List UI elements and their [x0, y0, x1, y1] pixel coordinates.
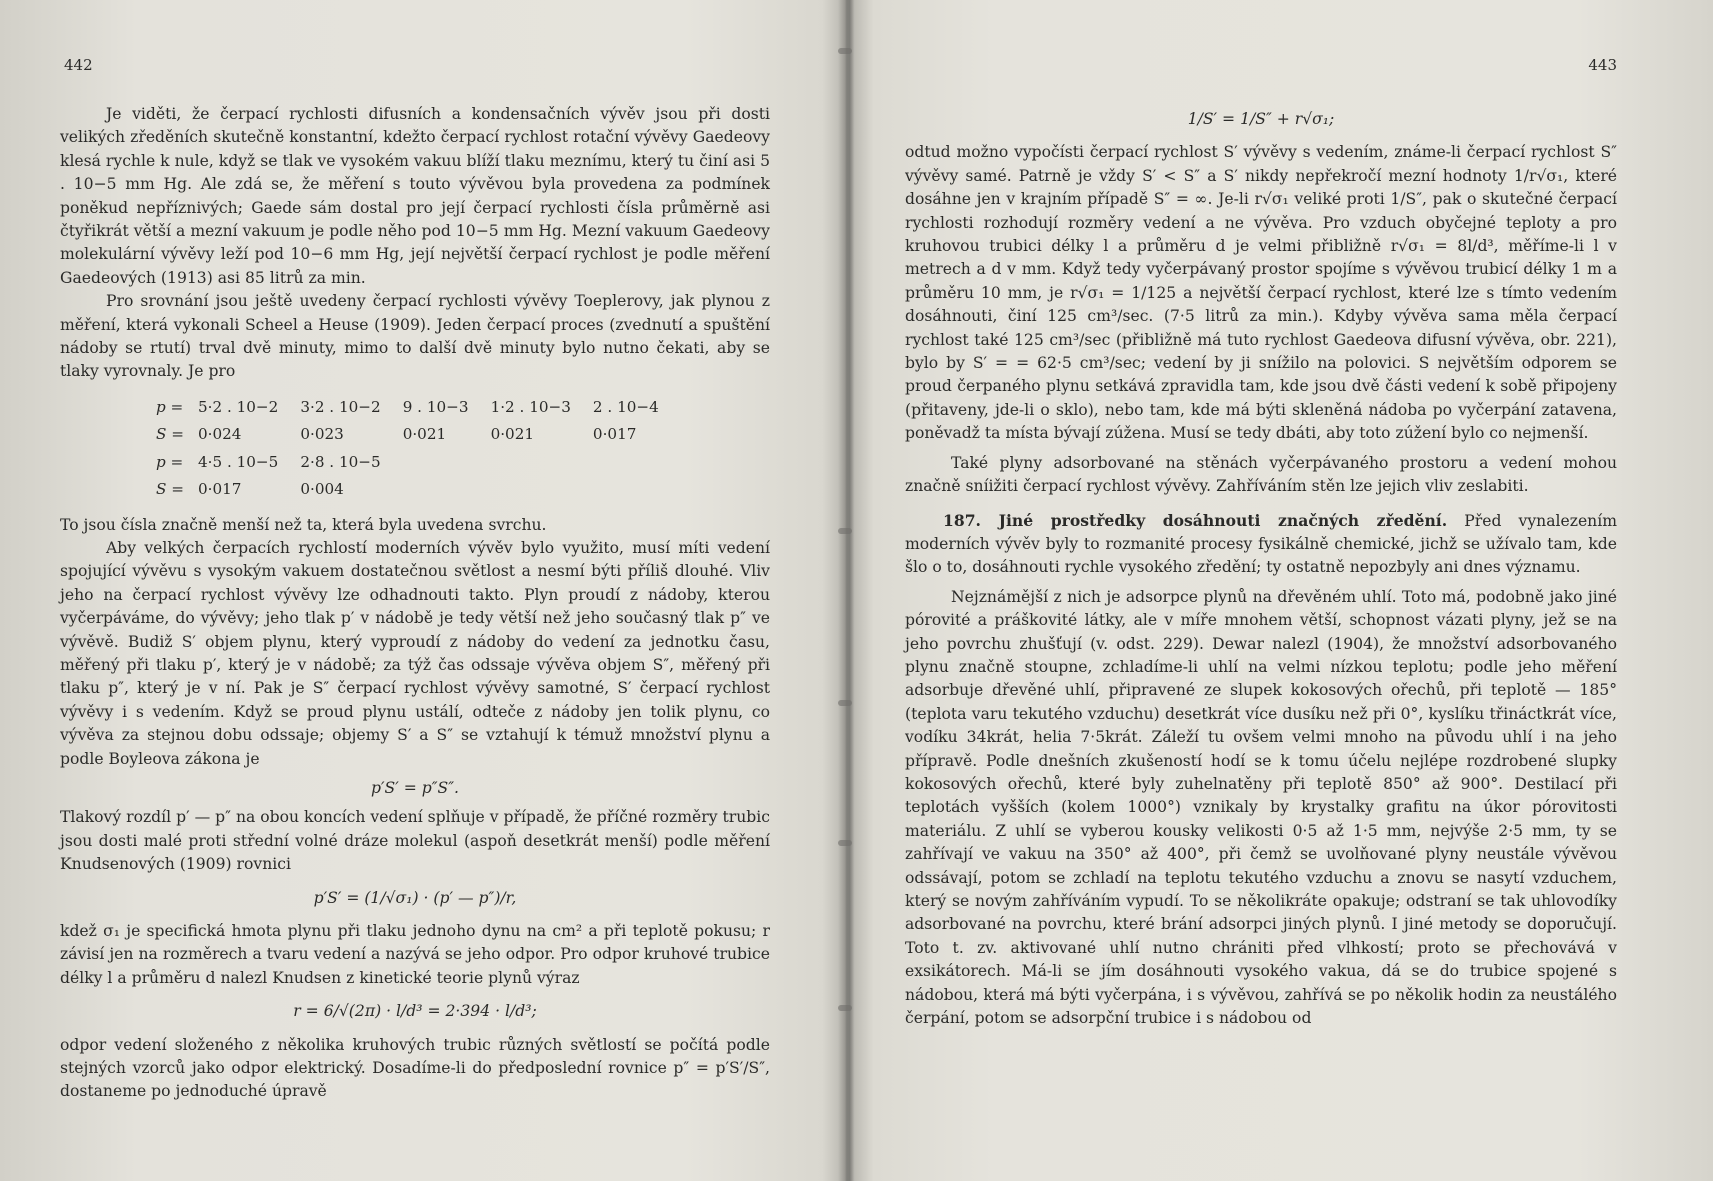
- paragraph: Také plyny adsorbované na stěnách vyčerpávaného prostoru a vedení mohou značně sníižiti čerpací rychlost vývěvy. Zahříváním stěn lze jejich vliv zeslabiti.: [905, 453, 1617, 496]
- binding-mark: [838, 700, 852, 706]
- left-page: [60, 0, 770, 1181]
- right-page-body: [905, 98, 1617, 1030]
- binding-mark: [838, 48, 852, 54]
- equation: 1/S′ = 1/S″ + r√σ₁;: [1187, 110, 1335, 128]
- table-row: p = 4·5 . 10−5 2·8 . 10−5: [156, 452, 381, 471]
- equation: r = 6/√(2π) · l/d³ = 2·394 · l/d³;: [293, 1002, 537, 1021]
- paragraph: Tlakový rozdíl p′ — p″ na obou koncích vedení splňuje v případě, že příčné rozměry trubic jsou dosti malé proti střední volné dráze molekul (aspoň desetkrát menší) podle měření Knudsenových (1909) rovnici: [60, 808, 770, 874]
- paragraph: Nejznámější z nich je adsorpce plynů na dřevěném uhlí. Toto má, podobně jako jiné pórovité a práškovité látky, ale v míře mnohem větší, schopnost vázati plyny, jež se na jeho povrchu zhušťují (v. odst. 229). Dewar nalezl (1904), že množství adsorbovaného plynu značně stoupne, zchladíme-li uhlí na velmi nízkou teplotu; podle jeho měření adsorbuje dřevěné uhlí, připravené ze slupek kokosových ořechů, při teplotě — 185° (teplota varu tekutého vzduchu) desetkrát více dusíku než při 0°, kyslíku třináctkrát více, vodíku 34krát, helia 7·5krát. Záleží tu ovšem velmi mnoho na původu uhlí i na jeho přípravě. Podle dnešních zkušeností hodí se k tomu účelu nejlépe rozdrobené slupky kokosových ořechů, které byly zuhelnatěny při teplotě 850° až 900°. Destilací při teplotách vyšších (kolem 1000°) vznikaly by krystalky grafitu na úkor pórovitosti materiálu. Z uhlí se vyberou kousky velikosti 0·5 až 1·5 mm, nejvýše 2·5 mm, ty se zahřívají ve vakuu na 350° až 400°, při čemž se uvolňované plyny neustále vývěvou odssávají, potom se zchladí na teplotu tekutého vzduchu a znovu se nasytí vzduchem, který se novým zahříváním vypudí. To se několikráte opakuje; odstraní se tak uhlovodíky adsorbované na povrchu, které brání adsorpci jiných plynů. I jiné metody se doporučují. Toto t. zv. aktivované uhlí nutno chrániti před vlhkostí; proto se přechovává v exsikátorech. Má-li se jím dosáhnouti vysokého vakua, dá se do trubice spojené s nádobou, která má býti vyčerpána, i s vývěvou, zahřívá se po několik hodin za neustálého čerpání, potom se adsorpční trubice i s nádobou od: [905, 587, 1617, 1028]
- pressure-speed-table: [156, 394, 681, 504]
- section-text: Před vynalezením moderních vývěv byly to rozmanité procesy fysikálně chemické, jichž se užívalo tam, kde šlo o to, dosáhnouti rychle vysokého zředění; ty ostatně nepozbyly ani dnes významu.: [905, 511, 1617, 577]
- book-gutter: [838, 0, 854, 1181]
- paragraph: To jsou čísla značně menší než ta, která byla uvedena svrchu.: [60, 515, 547, 534]
- table-row: S = 0·024 0·023 0·021 0·021 0·017: [156, 425, 637, 444]
- paragraph: odtud možno vypočísti čerpací rychlost S′ vývěvy s vedením, známe-li čerpací rychlost S″ vývěvy samé. Patrně je vždy S′ < S″ a S′ nikdy nepřekročí mezní hodnoty 1/r√σ₁, které dosáhne jen v krajním případě S″ = ∞. Je-li r√σ₁ veliké proti 1/S″, pak o skutečné čerpací rychlosti rozhodují rozměry vedení a ne vývěva. Pro vzduch obyčejné teploty a pro kruhovou trubici délky l a průměru d je velmi přibližně r√σ₁ = 8l/d³, měříme-li l v metrech a d v mm. Když tedy vyčerpávaný prostor spojíme s vývěvou trubicí délky 1 m a průměru 10 mm, je r√σ₁ = 1/125 a největší čerpací rychlost, které lze s tímto vedením dosáhnouti, činí 125 cm³/sec. (7·5 litrů za min.). Kdyby vývěva sama měla čerpací rychlost také 125 cm³/sec (přibližně má tuto rychlost Gaedeova difusní vývěva, obr. 221), bylo by S′ = = 62·5 cm³/sec; vedení by ji snížilo na polovici. S největším odporem se proud čerpaného plynu setkává zpravidla tam, kde jsou dvě části vedení k sobě připojeny (přitaveny, jde-li o sklo), nebo tam, kde má býti skleněná nádoba po vyčerpání zatavena, poněvadž ta místa bývají zúžena. Musí se tedy dbáti, aby toto zúžení bylo co nejmenší.: [905, 143, 1617, 443]
- binding-mark: [838, 528, 852, 534]
- binding-mark: [838, 1005, 852, 1011]
- table-row: p = 5·2 . 10−2 3·2 . 10−2 9 . 10−3 1·2 . 10−3 2 . 10−4: [156, 397, 659, 416]
- section-heading: 187. Jiné prostředky dosáhnouti značných zředění.: [943, 510, 1448, 530]
- paragraph: Pro srovnání jsou ještě uvedeny čerpací rychlosti vývěvy Toeplerovy, jak plynou z měření, která vykonali Scheel a Heuse (1909). Jeden čerpací proces (zvednutí a spuštění nádoby se rtutí) trval dvě minuty, mimo to další dvě minuty bylo nutno čekati, aby se tlaky vyrovnaly. Je pro: [60, 292, 770, 381]
- paragraph: kdež σ₁ je specifická hmota plynu při tlaku jednoho dynu na cm² a při teplotě pokusu; r závisí jen na rozměrech a tvaru vedení a nazývá se jeho odpor. Pro odpor kruhové trubice délky l a průměru d nalezl Knudsen z kinetické teorie plynů výraz: [60, 922, 770, 987]
- left-page-body: [60, 103, 770, 1104]
- section-paragraph: [905, 509, 1617, 580]
- equation: p′S′ = (1/√σ₁) · (p′ — p″)/r,: [313, 888, 517, 907]
- paragraph: odpor vedení složeného z několika kruhových trubic různých světlostí se počítá podle stejných vzorců jako odpor elektrický. Dosadíme-li do předposlední rovnice p″ = p′S′/S″, dostaneme po jednoduché úpravě: [60, 1035, 770, 1101]
- page-number: 443: [1588, 56, 1617, 74]
- paragraph: Je viděti, že čerpací rychlosti difusních a kondensačních vývěv jsou při dosti velikých zředěních skutečně konstantní, kdežto čerpací rychlost rotační vývěvy Gaedeovy klesá rychle k nule, když se tlak ve vysokém vakuu blíží tlaku meznímu, který tu činí asi 5 . 10−5 mm Hg. Ale zdá se, že měření s touto vývěvou byla provedena za podmínek poněkud nepříznivých; Gaede sám dostal pro její čerpací rychlosti čísla průměrně asi čtyřikrát větší a mezní vakuum je podle něho pod 10−5 mm Hg. Mezní vakuum Gaedeovy molekulární vývěvy leží pod 10−6 mm Hg, její největší čerpací rychlost je podle měření Gaedeových (1913) asi 85 litrů za min.: [60, 105, 770, 287]
- binding-mark: [838, 840, 852, 846]
- page-number: 442: [64, 56, 93, 74]
- right-page: [905, 0, 1617, 1181]
- table-row: S = 0·017 0·004: [156, 480, 344, 499]
- paragraph: Aby velkých čerpacích rychlostí moderních vývěv bylo využito, musí míti vedení spojující vývěvu s vysokým vakuem dostatečnou světlost a nesmí býti příliš dlouhé. Vliv jeho na čerpací rychlost vývěvy lze odhadnouti takto. Plyn proudí z nádoby, kterou vyčerpáváme, do vývěvy; jeho tlak p′ v nádobě je tedy větší než jeho současný tlak p″ ve vývěvě. Budiž S′ objem plynu, který vyproudí z nádoby do vedení za jednotku času, měřený při tlaku p′, který je v nádobě; za týž čas odssaje vývěva objem S″, měřený při tlaku p″, který je v ní. Pak je S″ čerpací rychlost vývěvy samotné, S′ čerpací rychlost vývěvy i s vedením. Když se proud plynu ustálí, odteče z nádoby jen tolik plynu, co vývěva za stejnou dobu odssaje; objemy S′ a S″ se vztahují k témuž množství plynu a podle Boyleova zákona je: [60, 538, 770, 768]
- equation: p′S′ = p″S″.: [371, 778, 459, 797]
